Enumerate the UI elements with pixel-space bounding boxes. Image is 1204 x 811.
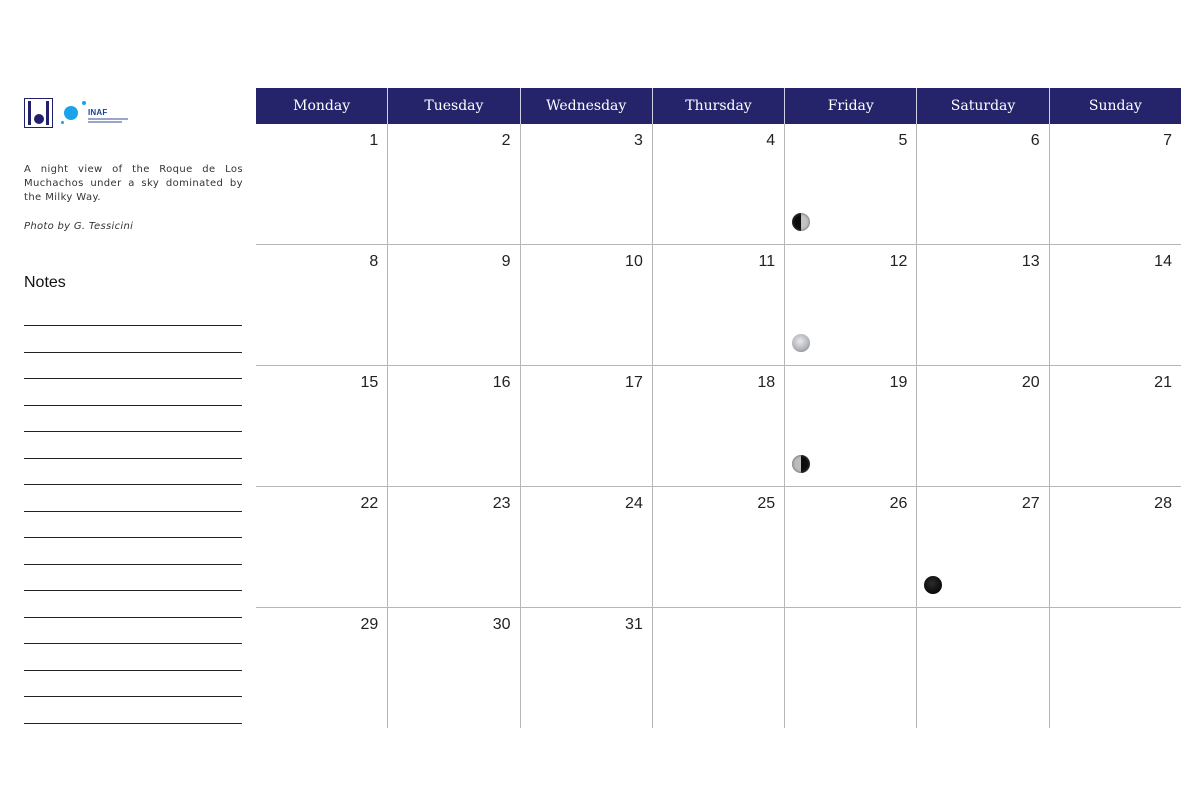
day-cell-21 bbox=[1050, 366, 1181, 486]
week-row bbox=[256, 124, 1181, 244]
note-line bbox=[24, 458, 242, 459]
day-cell-12 bbox=[785, 245, 917, 365]
day-cell-10 bbox=[521, 245, 653, 365]
day-cell-22 bbox=[256, 487, 388, 607]
day-number: 12 bbox=[889, 253, 908, 270]
telescope-logo-icon bbox=[24, 98, 53, 128]
day-number: 26 bbox=[889, 495, 908, 512]
day-number: 27 bbox=[1021, 495, 1040, 512]
weekday-header bbox=[256, 88, 1181, 124]
day-number: 24 bbox=[625, 495, 643, 512]
day-cell-26 bbox=[785, 487, 917, 607]
day-cell-3 bbox=[521, 124, 653, 244]
logo-text: INAF bbox=[88, 108, 108, 117]
inaf-logo bbox=[24, 96, 134, 130]
day-number: 7 bbox=[1163, 132, 1172, 149]
day-cell-1 bbox=[256, 124, 388, 244]
new-moon-icon bbox=[924, 576, 942, 594]
day-number: 5 bbox=[898, 132, 908, 149]
day-cell-empty bbox=[1050, 608, 1181, 728]
day-number: 10 bbox=[625, 253, 643, 270]
notes-title: Notes bbox=[24, 274, 66, 291]
day-number: 6 bbox=[1030, 132, 1040, 149]
day-cell-30 bbox=[388, 608, 520, 728]
note-line bbox=[24, 378, 242, 379]
weekday-wednesday: Wednesday bbox=[521, 88, 653, 124]
day-cell-31 bbox=[521, 608, 653, 728]
day-cell-empty bbox=[785, 608, 917, 728]
day-number: 25 bbox=[757, 495, 776, 512]
day-cell-24 bbox=[521, 487, 653, 607]
day-cell-20 bbox=[917, 366, 1049, 486]
first-quarter-moon-icon bbox=[792, 455, 810, 473]
note-line bbox=[24, 696, 242, 697]
note-line bbox=[24, 617, 242, 618]
weekday-thursday: Thursday bbox=[653, 88, 785, 124]
day-cell-2 bbox=[388, 124, 520, 244]
note-line bbox=[24, 484, 242, 485]
day-cell-25 bbox=[653, 487, 785, 607]
last-quarter-moon-icon bbox=[792, 213, 810, 231]
calendar-weeks bbox=[256, 124, 1181, 728]
note-line bbox=[24, 564, 242, 565]
day-number: 3 bbox=[633, 132, 643, 149]
day-number: 4 bbox=[766, 132, 776, 149]
day-number: 11 bbox=[758, 253, 776, 270]
day-number: 2 bbox=[501, 132, 511, 149]
note-line bbox=[24, 670, 242, 671]
day-cell-19 bbox=[785, 366, 917, 486]
week-row bbox=[256, 486, 1181, 607]
day-number: 30 bbox=[492, 616, 511, 633]
day-cell-29 bbox=[256, 608, 388, 728]
logo-planet-icon bbox=[64, 106, 78, 120]
day-cell-empty bbox=[917, 608, 1049, 728]
day-cell-23 bbox=[388, 487, 520, 607]
note-line bbox=[24, 723, 242, 724]
day-cell-11 bbox=[653, 245, 785, 365]
day-cell-7 bbox=[1050, 124, 1181, 244]
note-line bbox=[24, 325, 242, 326]
day-cell-15 bbox=[256, 366, 388, 486]
day-cell-4 bbox=[653, 124, 785, 244]
day-number: 8 bbox=[369, 253, 379, 270]
weekday-sunday: Sunday bbox=[1088, 98, 1142, 114]
full-moon-icon bbox=[792, 334, 810, 352]
weekday-tuesday: Tuesday bbox=[388, 88, 520, 124]
note-line bbox=[24, 405, 242, 406]
day-cell-14 bbox=[1050, 245, 1181, 365]
day-number: 1 bbox=[369, 132, 379, 149]
week-row bbox=[256, 244, 1181, 365]
day-number: 31 bbox=[625, 616, 643, 633]
day-cell-17 bbox=[521, 366, 653, 486]
day-number: 20 bbox=[1021, 374, 1040, 391]
day-number: 19 bbox=[889, 374, 908, 391]
day-cell-9 bbox=[388, 245, 520, 365]
day-number: 23 bbox=[492, 495, 511, 512]
day-number: 21 bbox=[1154, 374, 1172, 391]
week-row bbox=[256, 607, 1181, 728]
day-cell-8 bbox=[256, 245, 388, 365]
day-cell-5 bbox=[785, 124, 917, 244]
note-line bbox=[24, 431, 242, 432]
note-line bbox=[24, 352, 242, 353]
photo-caption: A night view of the Roque de Los Muchachos under a sky dominated by the Milky Way. bbox=[24, 164, 243, 203]
note-line bbox=[24, 590, 242, 591]
day-number: 22 bbox=[360, 495, 379, 512]
day-number: 14 bbox=[1154, 253, 1172, 270]
note-line bbox=[24, 537, 242, 538]
week-row bbox=[256, 365, 1181, 486]
day-cell-18 bbox=[653, 366, 785, 486]
day-cell-6 bbox=[917, 124, 1049, 244]
calendar-grid bbox=[256, 88, 1181, 728]
note-line bbox=[24, 643, 242, 644]
day-number: 29 bbox=[360, 616, 379, 633]
day-number: 9 bbox=[501, 253, 511, 270]
day-number: 28 bbox=[1154, 495, 1172, 512]
weekday-monday: Monday bbox=[256, 88, 388, 124]
day-number: 18 bbox=[757, 374, 776, 391]
day-number: 15 bbox=[360, 374, 379, 391]
day-number: 17 bbox=[625, 374, 643, 391]
photo-credit: Photo by G. Tessicini bbox=[24, 221, 134, 232]
day-cell-13 bbox=[917, 245, 1049, 365]
day-number: 13 bbox=[1021, 253, 1040, 270]
weekday-friday: Friday bbox=[785, 88, 917, 124]
day-cell-16 bbox=[388, 366, 520, 486]
day-cell-empty bbox=[653, 608, 785, 728]
day-cell-28 bbox=[1050, 487, 1181, 607]
day-number: 16 bbox=[492, 374, 511, 391]
note-line bbox=[24, 511, 242, 512]
weekday-saturday: Saturday bbox=[917, 88, 1049, 124]
day-cell-27 bbox=[917, 487, 1049, 607]
